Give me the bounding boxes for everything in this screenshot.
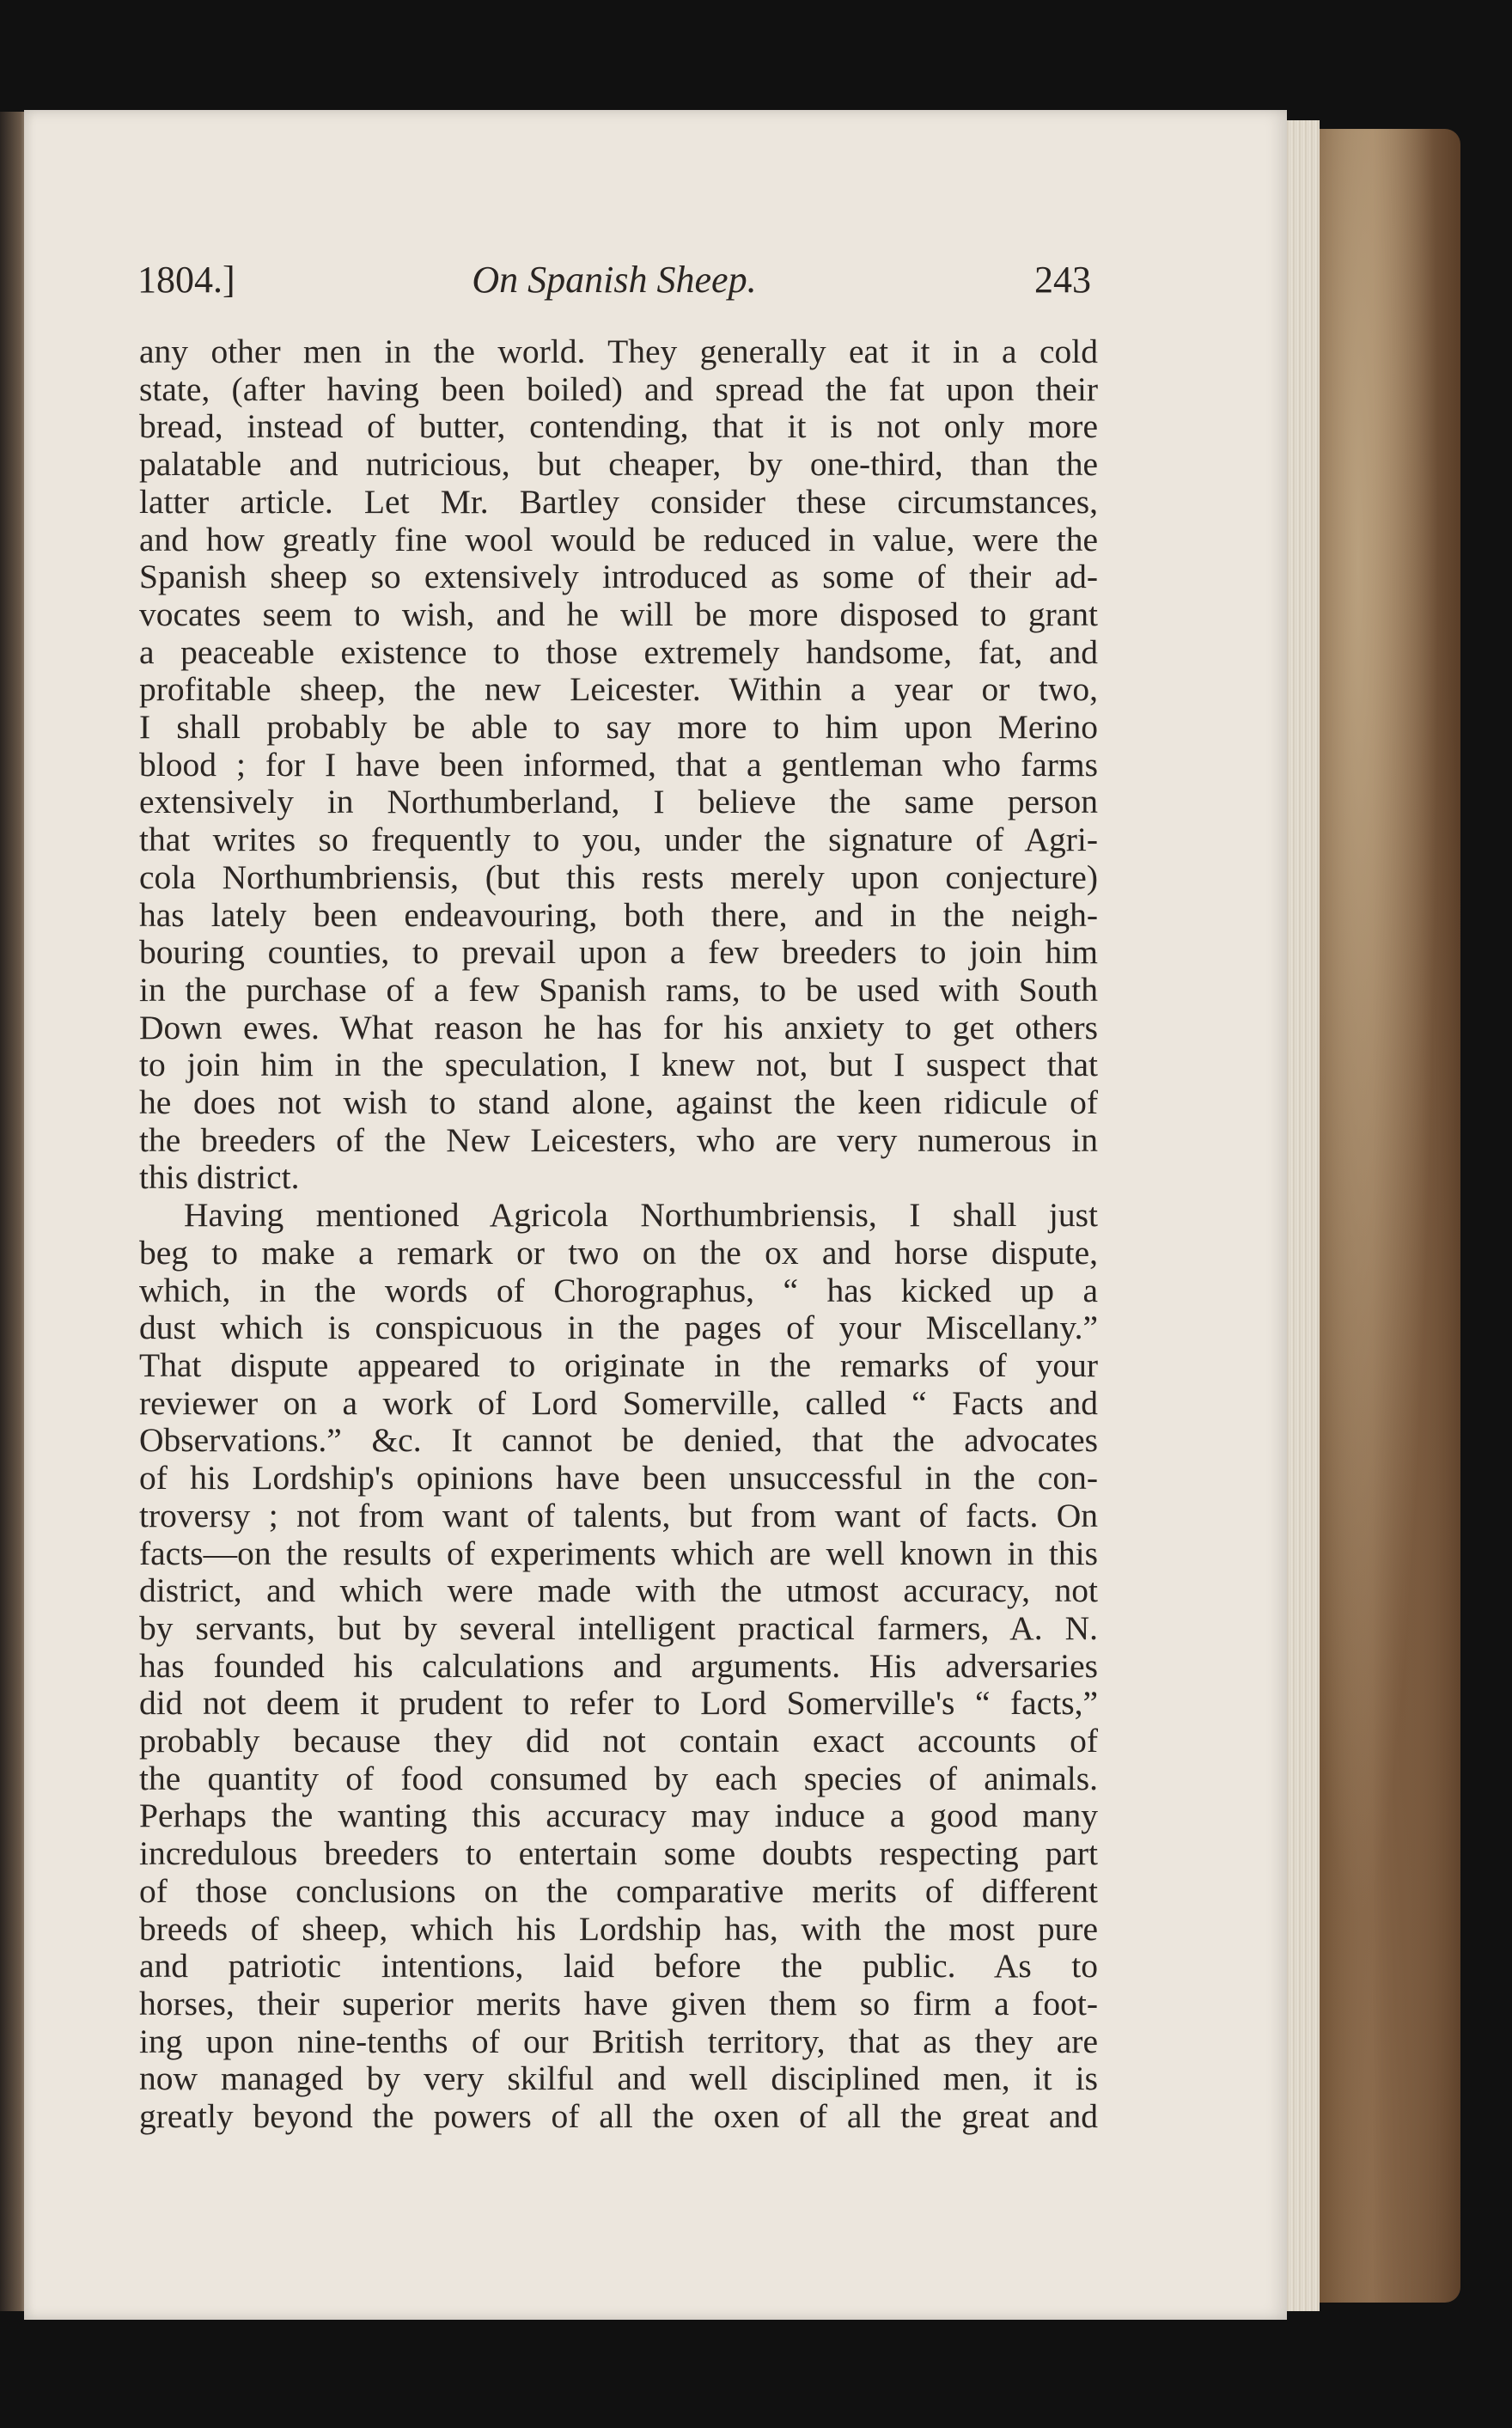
text-line: of his Lordship's opinions have been unsuccessful in the con- [139,1459,1098,1498]
text-line: breeds of sheep, which his Lordship has, with the most pure [139,1909,1098,1948]
text-line: greatly beyond the powers of all the oxen of all the great and [139,2097,1098,2136]
text-line: reviewer on a work of Lord Somerville, called “ Facts and [139,1383,1098,1422]
book-cover-edge [1314,129,1460,2303]
text-line: I shall probably be able to say more to him upon Merino [139,708,1098,747]
text-line: a peaceable existence to those extremely handsome, fat, and [139,632,1098,671]
text-line: facts—on the results of experiments which are well known in this [139,1534,1098,1572]
text-line: profitable sheep, the new Leicester. Within a year or two, [139,670,1098,709]
text-line: vocates seem to wish, and he will be more disposed to grant [139,595,1098,633]
text-line: in the purchase of a few Spanish rams, to be used with South [139,970,1098,1009]
text-line: latter article. Let Mr. Bartley consider these circumstances, [139,482,1098,521]
text-line: Having mentioned Agricola Northumbriensis, I shall just [184,1196,1098,1235]
text-line: district, and which were made with the utmost accuracy, not [139,1571,1098,1610]
text-line: cola Northumbriensis, (but this rests merely upon conjecture) [139,857,1098,896]
text-line: probably because they did not contain exact accounts of [139,1722,1098,1760]
text-line: state, (after having been boiled) and spread the fat upon their [139,369,1098,408]
text-line: palatable and nutricious, but cheaper, by one-third, than the [139,445,1098,484]
text-line: That dispute appeared to originate in the remarks of your [139,1345,1098,1384]
text-line: troversy ; not from want of talents, but from want of facts. On [139,1496,1098,1534]
header-year: 1804.] [137,259,235,301]
text-line: which, in the words of Chorographus, “ has kicked up a [139,1271,1098,1309]
text-line: beg to make a remark or two on the ox and horse dispute, [139,1233,1098,1272]
running-header [129,258,1100,309]
text-line: has lately been endeavouring, both there, and in the neigh- [139,895,1098,934]
text-line: to join him in the speculation, I knew not, but I suspect that [139,1046,1098,1084]
text-line: that writes so frequently to you, under the signature of Agri- [139,821,1098,859]
text-line: Down ewes. What reason he has for his anxiety to get others [139,1008,1098,1046]
text-line: of those conclusions on the comparative merits of different [139,1871,1098,1910]
text-line: and how greatly fine wool would be reduced in value, were the [139,520,1098,558]
text-line: ing upon nine-tenths of our British territory, that as they are [139,2022,1098,2060]
text-line: extensively in Northumberland, I believe the same person [139,783,1098,821]
text-line: horses, their superior merits have given them so firm a foot- [139,1984,1098,2022]
text-line: he does not wish to stand alone, against the keen ridicule of [139,1083,1098,1122]
text-line: any other men in the world. They generally eat it in a cold [139,332,1098,370]
text-line: and patriotic intentions, laid before the public. As to [139,1947,1098,1986]
text-line: Observations.” &c. It cannot be denied, that the advocates [139,1421,1098,1460]
text-line: bread, instead of butter, contending, that it is not only more [139,407,1098,446]
text-line: the breeders of the New Leicesters, who are very numerous in [139,1120,1098,1159]
header-title: On Spanish Sheep. [472,259,757,301]
text-line: Spanish sheep so extensively introduced as some of their ad- [139,558,1098,596]
text-line: the quantity of food consumed by each species of animals. [139,1759,1098,1797]
text-line: Perhaps the wanting this accuracy may induce a good many [139,1797,1098,1835]
text-line: by servants, but by several intelligent practical farmers, A. N. [139,1608,1098,1647]
text-line: has founded his calculations and arguments. His adversaries [139,1646,1098,1685]
text-line: blood ; for I have been informed, that a gentleman who farms [139,745,1098,784]
text-line: incredulous breeders to entertain some doubts respecting part [139,1834,1098,1873]
page-number: 243 [1034,259,1091,301]
body-text [139,333,1098,2136]
text-line: this district. [139,1158,300,1197]
text-line: did not deem it prudent to refer to Lord Somerville's “ facts,” [139,1684,1098,1723]
text-line: dust which is conspicuous in the pages of your Miscellany.” [139,1309,1098,1347]
text-line: bouring counties, to prevail upon a few breeders to join him [139,933,1098,972]
text-line: now managed by very skilful and well disciplined men, it is [139,2059,1098,2098]
